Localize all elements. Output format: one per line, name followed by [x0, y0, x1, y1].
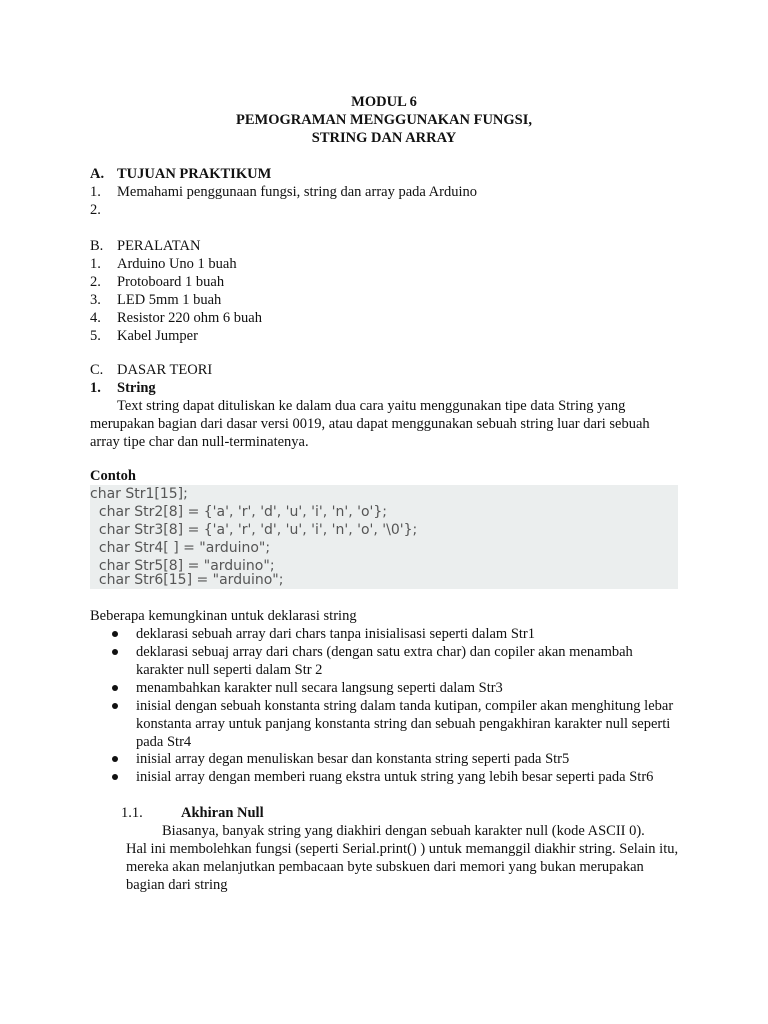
- list-item-text: Resistor 220 ohm 6 buah: [117, 310, 262, 326]
- list-item-number: 2.: [90, 202, 101, 218]
- list-item-number: 1.: [90, 184, 101, 200]
- list-item-number: 3.: [90, 292, 101, 308]
- list-item: menambahkan karakter null secara langsung seperti dalam Str3: [136, 680, 503, 696]
- null-paragraph: Hal ini membolehkan fungsi (seperti Serial.print() ) untuk memanggil diakhir string. Selain itu, mereka akan melanjutkan pembacaan byte subskuen dari memori yang bukan merupakan bagian dari string: [126, 841, 679, 893]
- section-a-marker: A.: [90, 166, 105, 182]
- list-item-text: Arduino Uno 1 buah: [117, 256, 237, 272]
- section-c-title: DASAR TEORI: [117, 362, 213, 378]
- bullet-icon: [112, 774, 118, 780]
- string-intro-paragraph: Text string dapat dituliskan ke dalam dua cara yaitu menggunakan tipe data String yang merupakan bagian dari dasar versi 0019, atau dapat menggunakan sebuah string luar dari sebuah array tipe char dan null-terminatenya.: [90, 398, 650, 450]
- code-line: char Str5[8] = "arduino";: [90, 558, 275, 574]
- null-paragraph-first-line: Biasanya, banyak string yang diakhiri dengan sebuah karakter null (kode ASCII 0).: [162, 823, 645, 839]
- subsection-null-heading: Akhiran Null: [181, 805, 264, 821]
- code-line: char Str3[8] = {'a', 'r', 'd', 'u', 'i', 'n', 'o', '\0'};: [90, 522, 418, 538]
- subsection-number: 1.1.: [121, 805, 143, 821]
- list-item-text: Protoboard 1 buah: [117, 274, 225, 290]
- bullet-icon: [112, 703, 118, 709]
- list-item-text: Kabel Jumper: [117, 328, 198, 344]
- list-item: deklarasi sebuaj array dari chars (dengan satu extra char) dan copiler akan menambah karakter null seperti dalam Str 2: [136, 644, 633, 678]
- section-b-marker: B.: [90, 238, 104, 254]
- section-b-title: PERALATAN: [117, 238, 201, 254]
- module-subtitle-line1: PEMOGRAMAN MENGGUNAKAN FUNGSI,: [235, 112, 533, 128]
- bullet-icon: [112, 685, 118, 691]
- list-item-number: 4.: [90, 310, 101, 326]
- declaration-intro: Beberapa kemungkinan untuk deklarasi string: [90, 608, 357, 624]
- section-c-marker: C.: [90, 362, 104, 378]
- list-item-number: 5.: [90, 328, 101, 344]
- section-a-title: TUJUAN PRAKTIKUM: [117, 166, 272, 182]
- list-item-text: Memahami penggunaan fungsi, string dan array pada Arduino: [117, 184, 477, 200]
- list-item-number: 2.: [90, 274, 101, 290]
- code-example-block: [90, 485, 678, 589]
- code-line: char Str4[ ] = "arduino";: [90, 540, 271, 556]
- subsection-number: 1.: [90, 380, 101, 396]
- list-item-text: LED 5mm 1 buah: [117, 292, 222, 308]
- list-item: inisial dengan sebuah konstanta string dalam tanda kutipan, compiler akan menghitung lebar konstanta array untuk panjang konstanta string dan sebuah pengakhiran karakter null seperti pada Str4: [136, 698, 674, 750]
- module-title: MODUL 6: [351, 94, 417, 110]
- bullet-icon: [112, 631, 118, 637]
- list-item: inisial array dengan memberi ruang ekstra untuk string yang lebih besar seperti pada Str6: [136, 769, 654, 785]
- module-subtitle-line2: STRING DAN ARRAY: [311, 130, 457, 146]
- bullet-icon: [112, 756, 118, 762]
- example-label: Contoh: [90, 468, 136, 484]
- bullet-icon: [112, 649, 118, 655]
- code-line: char Str1[15];: [90, 486, 188, 502]
- subsection-title: String: [117, 380, 156, 396]
- list-item: deklarasi sebuah array dari chars tanpa inisialisasi seperti dalam Str1: [136, 626, 536, 642]
- code-line: char Str6[15] = "arduino";: [90, 572, 284, 588]
- list-item-number: 1.: [90, 256, 101, 272]
- list-item: inisial array degan menuliskan besar dan konstanta string seperti pada Str5: [136, 751, 570, 767]
- code-line: char Str2[8] = {'a', 'r', 'd', 'u', 'i', 'n', 'o'};: [90, 504, 387, 520]
